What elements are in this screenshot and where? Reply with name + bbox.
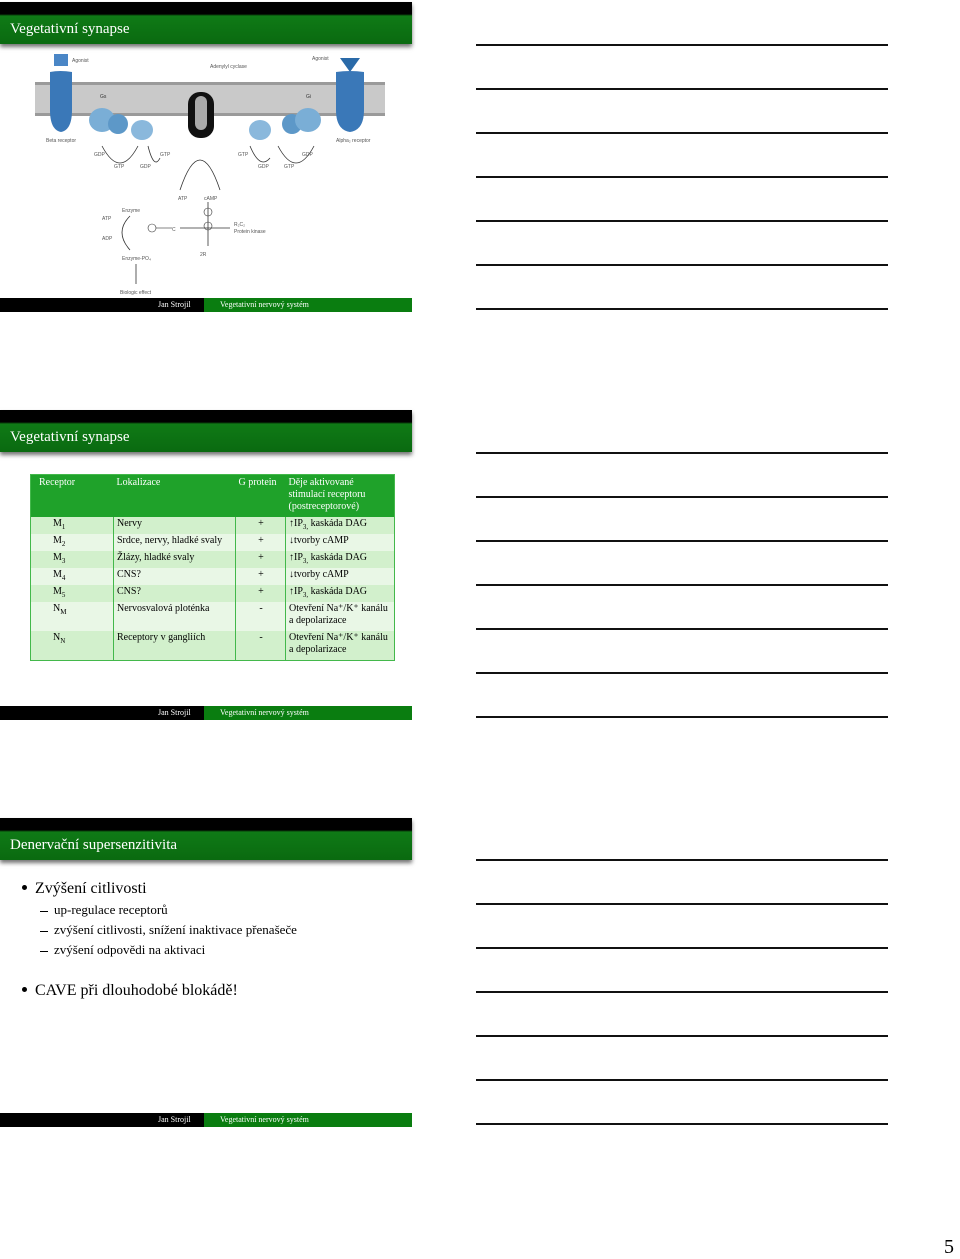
gi-label: Gi	[306, 94, 311, 100]
arrow-icon: ↑	[289, 518, 294, 529]
table-row	[31, 517, 395, 534]
svg-text:ATP: ATP	[102, 216, 112, 222]
cell-effect: $↑IP_{3,}$ kaskáda DAG	[286, 585, 395, 602]
cell-receptor: $M_3$	[31, 551, 114, 568]
svg-text:ATP: ATP	[178, 196, 188, 202]
cell-receptor: $M_1$	[31, 517, 114, 534]
beta-receptor-label: Beta receptor	[46, 138, 77, 144]
cell-lokalizace: CNS?	[114, 568, 236, 585]
adenylyl-cyclase-label: Adenylyl cyclase	[210, 64, 247, 70]
agonist-right-shape	[340, 58, 360, 72]
svg-text:GDP: GDP	[94, 152, 105, 158]
biologic-effect-label: Biologic effect	[120, 290, 152, 296]
cell-g-protein: +	[236, 534, 286, 551]
svg-text:GTP: GTP	[238, 152, 249, 158]
slide-title-bar	[0, 818, 412, 860]
slide-title: Denervační supersenzitivita	[10, 837, 178, 853]
receptor-table	[30, 474, 395, 661]
bullet-item: CAVE při dlouhodobé blokádě!	[22, 982, 238, 1000]
footer-topic: Vegetativní nervový systém	[220, 708, 309, 717]
cell-g-protein: +	[236, 517, 286, 534]
gs-label: Gs	[100, 94, 107, 100]
page-number: 5	[944, 1236, 954, 1258]
cell-lokalizace: Receptory v gangliích	[114, 631, 236, 661]
footer-author: Jan Strojil	[158, 708, 191, 717]
dash-icon	[40, 931, 48, 932]
cell-effect: $↑IP_{3,}$ kaskáda DAG	[286, 517, 395, 534]
svg-text:Enzyme-PO₄: Enzyme-PO₄	[122, 256, 151, 262]
svg-text:ADP: ADP	[102, 236, 113, 242]
svg-text:cAMP: cAMP	[204, 196, 218, 202]
svg-text:C: C	[172, 227, 176, 233]
cell-receptor: $N_N$	[31, 631, 114, 661]
sub-bullet-item: zvýšení odpovědi na aktivaci	[40, 942, 205, 958]
svg-text:2R: 2R	[200, 252, 207, 258]
table-row	[31, 602, 395, 631]
cell-effect: ↓tvorby cAMP	[286, 568, 395, 585]
footer-topic: Vegetativní nervový systém	[220, 300, 309, 309]
alpha2-receptor-shape	[336, 71, 364, 132]
svg-text:R₂C₂: R₂C₂	[234, 222, 246, 228]
cell-receptor: $M_2$	[31, 534, 114, 551]
cell-receptor: $M_4$	[31, 568, 114, 585]
cell-lokalizace: Nervy	[114, 517, 236, 534]
bullet-item: Zvýšení citlivosti	[22, 880, 147, 898]
svg-text:GDP: GDP	[302, 152, 313, 158]
header-effect: Děje aktivované stimulací receptoru (postreceptorové)	[286, 475, 395, 518]
svg-text:Enzyme: Enzyme	[122, 208, 141, 214]
cell-receptor: $M_5$	[31, 585, 114, 602]
dash-icon	[40, 951, 48, 952]
cell-g-protein: -	[236, 602, 286, 631]
cell-g-protein: +	[236, 585, 286, 602]
svg-text:GTP: GTP	[160, 152, 171, 158]
slide-title-bar	[0, 410, 412, 452]
table-row	[31, 534, 395, 551]
slide-title: Vegetativní synapse	[10, 21, 130, 37]
svg-text:GTP: GTP	[284, 164, 295, 170]
footer-author: Jan Strojil	[158, 300, 191, 309]
sub-bullet-item: zvýšení citlivosti, snížení inaktivace přenašeče	[40, 922, 297, 938]
cell-g-protein: +	[236, 568, 286, 585]
cell-lokalizace: CNS?	[114, 585, 236, 602]
receptor-signaling-diagram	[30, 50, 390, 300]
dash-icon	[40, 911, 48, 912]
slide-footer	[0, 706, 412, 720]
footer-author: Jan Strojil	[158, 1115, 191, 1124]
arrow-icon: ↑	[289, 552, 294, 563]
bullet-dot-icon	[22, 885, 27, 890]
cell-g-protein: +	[236, 551, 286, 568]
gi-protein-shape	[295, 108, 321, 132]
slide-footer	[0, 298, 412, 312]
agonist-left-shape	[54, 54, 68, 66]
slide-title: Vegetativní synapse	[10, 429, 130, 445]
header-lokalizace: Lokalizace	[114, 475, 236, 518]
table-row	[31, 551, 395, 568]
alpha2-receptor-label: Alpha₂ receptor	[336, 138, 371, 144]
agonist-left-label: Agonist	[72, 58, 89, 64]
arrow-icon: ↓	[289, 535, 294, 546]
header-receptor: Receptor	[31, 475, 114, 518]
arrow-icon: ↓	[289, 569, 294, 580]
cell-lokalizace: Srdce, nervy, hladké svaly	[114, 534, 236, 551]
slide-footer	[0, 1113, 412, 1127]
svg-text:GDP: GDP	[140, 164, 151, 170]
svg-text:GDP: GDP	[258, 164, 269, 170]
cell-effect: Otevření Na⁺/K⁺ kanálu a depolarizace	[286, 631, 395, 661]
arrow-icon: ↑	[289, 586, 294, 597]
cell-lokalizace: Nervosvalová ploténka	[114, 602, 236, 631]
table-row	[31, 585, 395, 602]
cell-receptor: $N_M$	[31, 602, 114, 631]
table-row	[31, 631, 395, 661]
bullet-dot-icon	[22, 987, 27, 992]
sub-bullet-item: up-regulace receptorů	[40, 902, 168, 918]
footer-topic: Vegetativní nervový systém	[220, 1115, 309, 1124]
header-g-protein: G protein	[236, 475, 286, 518]
table-header-row	[31, 475, 395, 518]
cell-lokalizace: Žlázy, hladké svaly	[114, 551, 236, 568]
agonist-right-label: Agonist	[312, 56, 329, 62]
table-row	[31, 568, 395, 585]
cell-g-protein: -	[236, 631, 286, 661]
cell-effect: $↑IP_{3,}$ kaskáda DAG	[286, 551, 395, 568]
cell-effect: ↓tvorby cAMP	[286, 534, 395, 551]
cell-effect: Otevření Na⁺/K⁺ kanálu a depolarizace	[286, 602, 395, 631]
slide-title-bar	[0, 2, 412, 44]
beta-receptor-shape	[50, 71, 72, 132]
svg-text:Protein kinase: Protein kinase	[234, 229, 266, 235]
svg-text:GTP: GTP	[114, 164, 125, 170]
